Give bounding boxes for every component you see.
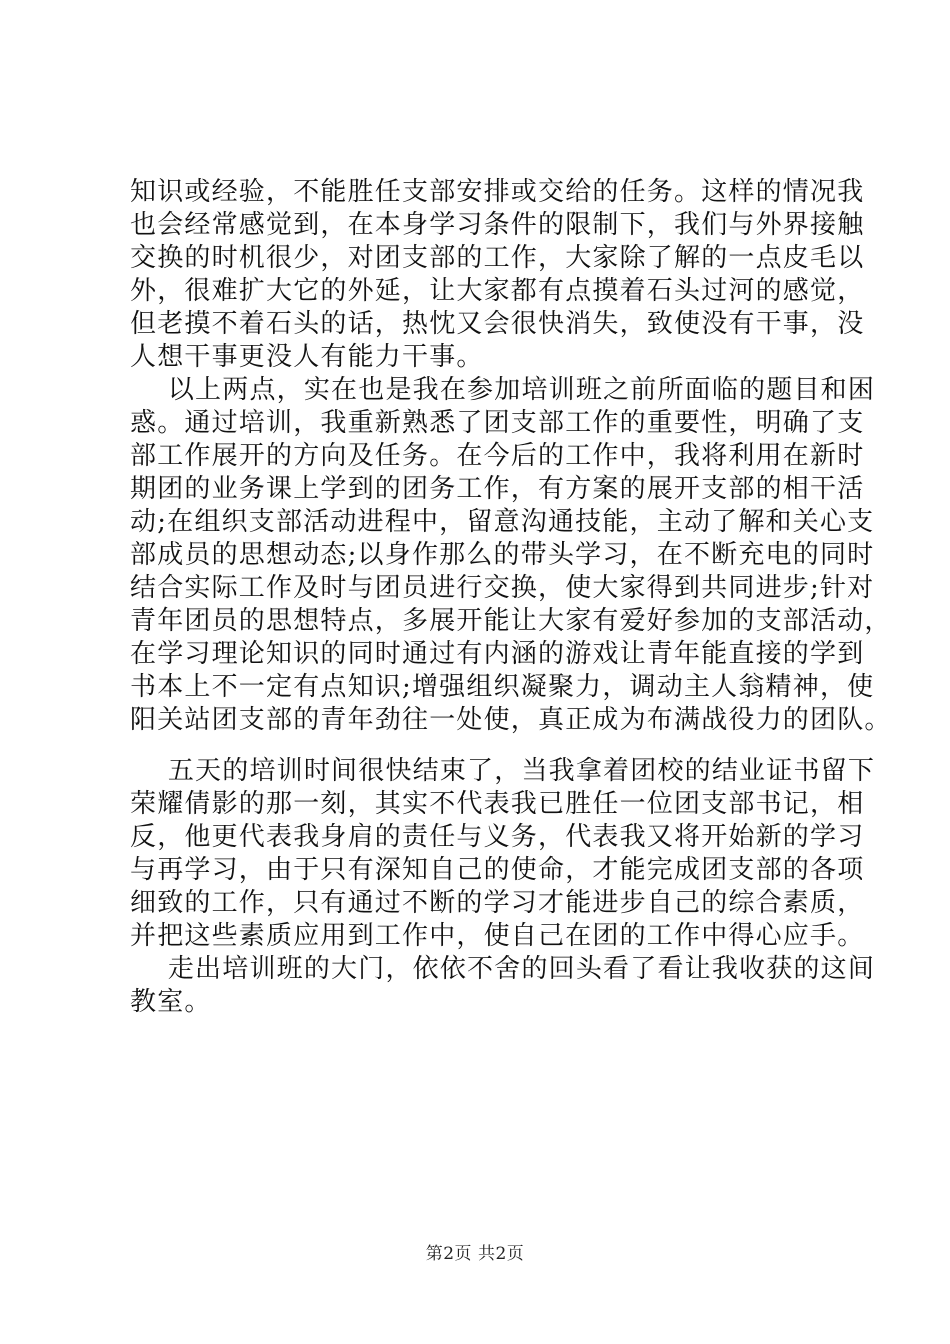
text-line: 在学习理论知识的同时通过有内涵的游戏让青年能直接的学到: [130, 639, 865, 669]
text-line: 知识或经验，不能胜任支部安排或交给的任务。这样的情况我: [130, 177, 865, 207]
text-line: 以上两点，实在也是我在参加培训班之前所面临的题目和困: [130, 375, 876, 405]
text-line: 荣耀倩影的那一刻，其实不代表我已胜任一位团支部书记，相: [130, 789, 865, 819]
text-line: 期团的业务课上学到的团务工作，有方案的展开支部的相干活: [130, 474, 865, 504]
text-line: 部工作展开的方向及任务。在今后的工作中，我将利用在新时: [130, 441, 865, 471]
text-line: 阳关站团支部的青年劲往一处使，真正成为布满战役力的团队。: [130, 705, 892, 735]
text-line: 人想干事更没人有能力干事。: [130, 342, 484, 372]
text-line: 结合实际工作及时与团员进行交换，使大家得到共同进步;针对: [130, 573, 875, 603]
text-line: 书本上不一定有点知识;增强组织凝聚力，调动主人翁精神，使: [130, 672, 875, 702]
text-line: 并把这些素质应用到工作中，使自己在团的工作中得心应手。: [130, 921, 865, 951]
text-line: 走出培训班的大门，依依不舍的回头看了看让我收获的这间: [130, 954, 876, 984]
text-line: 惑。通过培训，我重新熟悉了团支部工作的重要性，明确了支: [130, 408, 865, 438]
text-line: 外，很难扩大它的外延，让大家都有点摸着石头过河的感觉，: [130, 276, 865, 306]
text-line: 细致的工作，只有通过不断的学习才能进步自己的综合素质，: [130, 888, 865, 918]
text-line: 但老摸不着石头的话，热忱又会很快消失，致使没有干事，没: [130, 309, 865, 339]
page-number-footer: 第2页 共2页: [425, 1244, 525, 1264]
text-line: 部成员的思想动态;以身作那么的带头学习，在不断充电的同时: [130, 540, 875, 570]
text-line: 青年团员的思想特点，多展开能让大家有爱好参加的支部活动，: [130, 606, 892, 636]
text-line: 教室。: [130, 987, 212, 1017]
text-line: 与再学习，由于只有深知自己的使命，才能完成团支部的各项: [130, 855, 865, 885]
text-line: 交换的时机很少，对团支部的工作，大家除了解的一点皮毛以: [130, 243, 865, 273]
text-line: 五天的培训时间很快结束了，当我拿着团校的结业证书留下: [130, 756, 876, 786]
text-line: 动;在组织支部活动进程中，留意沟通技能，主动了解和关心支: [130, 507, 875, 537]
text-line: 反，他更代表我身肩的责任与义务，代表我又将开始新的学习: [130, 822, 865, 852]
text-line: 也会经常感觉到，在本身学习条件的限制下，我们与外界接触: [130, 210, 865, 240]
